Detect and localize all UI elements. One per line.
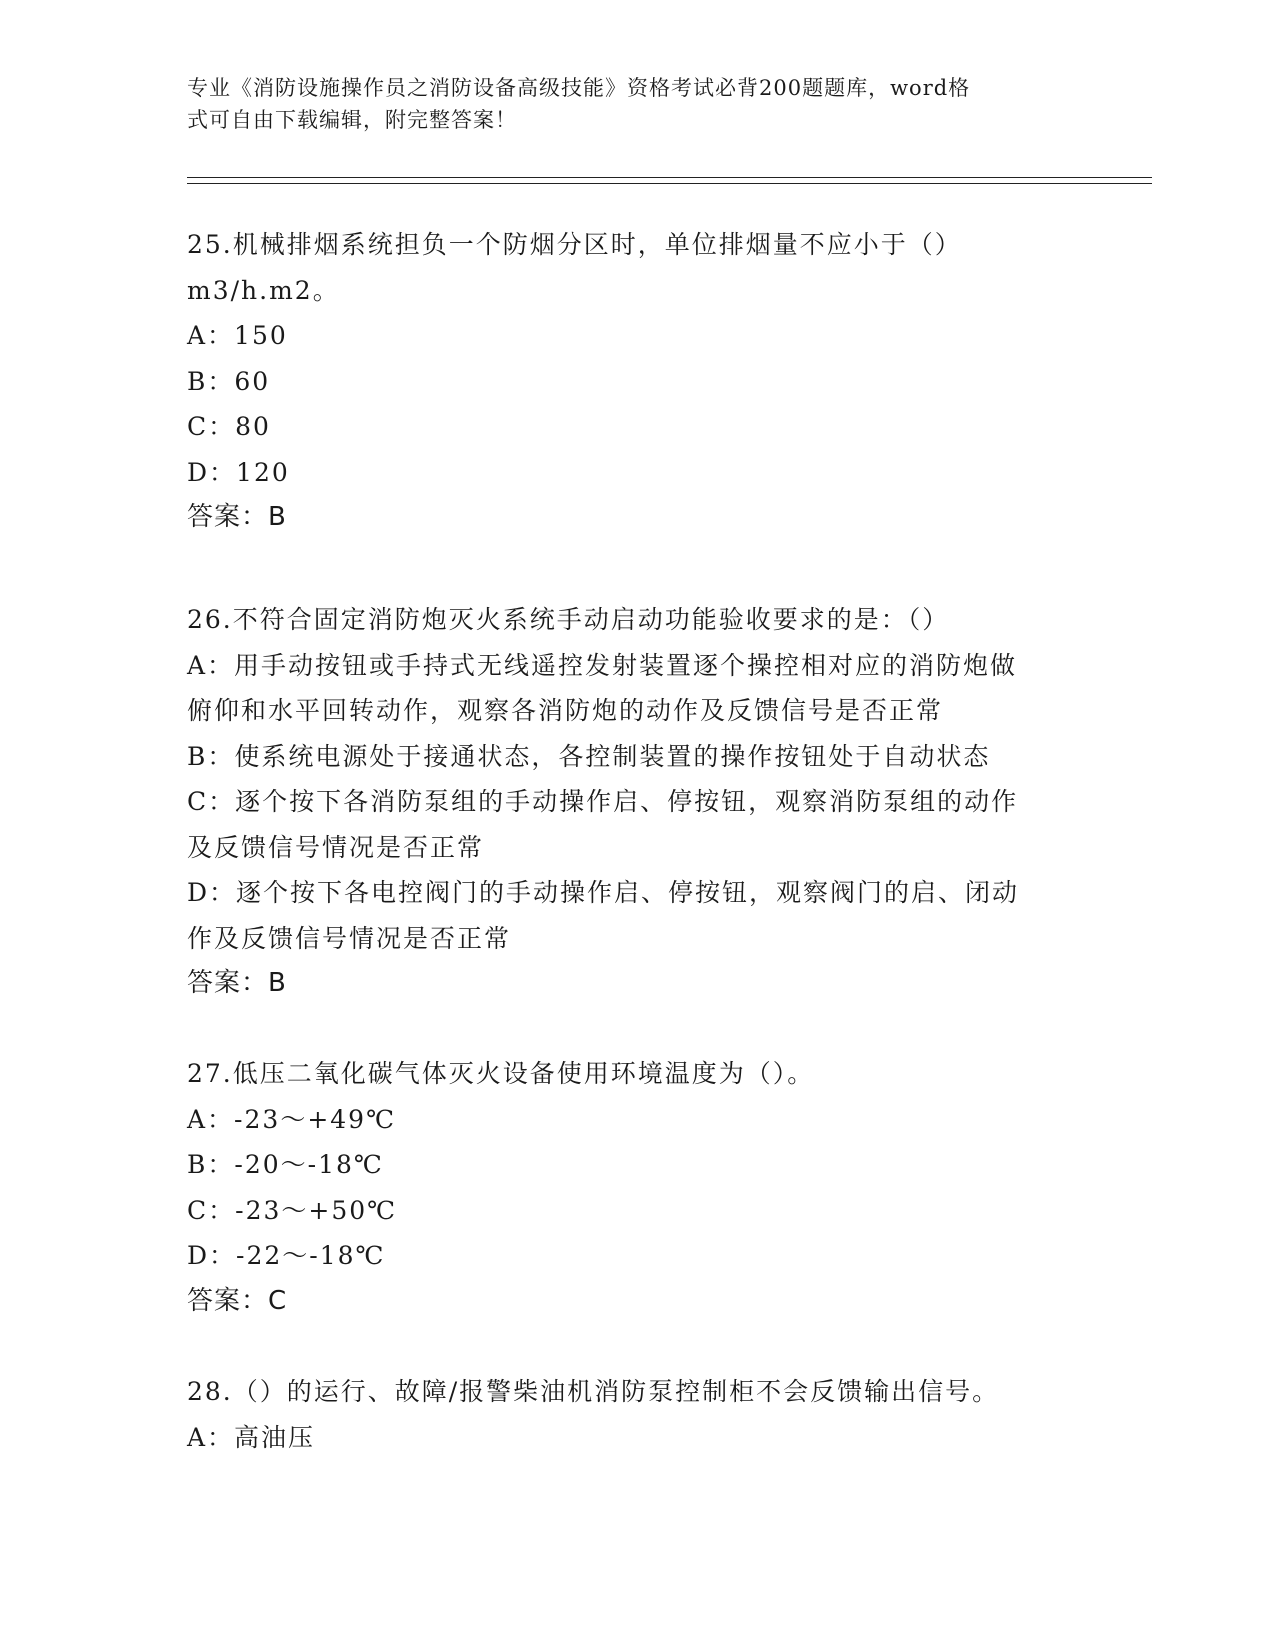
option-a: A：用手动按钮或手持式无线遥控发射装置逐个操控相对应的消防炮做 [187,650,1018,680]
question-27 [187,1051,1107,1324]
option-b: B：60 [187,366,271,396]
option-c: C：逐个按下各消防泵组的手动操作启、停按钮，观察消防泵组的动作 [187,787,1019,816]
option-d: D：逐个按下各电控阀门的手动操作启、停按钮，观察阀门的启、闭动 [187,878,1020,907]
option-a: A：150 [187,321,288,350]
question-stem: 27.低压二氧化碳气体灭火设备使用环境温度为（）。 [187,1059,815,1088]
option-c: C：-23～+50℃ [187,1195,398,1225]
question-28 [187,1369,1107,1460]
option-c: C：80 [187,412,271,441]
option-c-continued: 及反馈信号情况是否正常 [187,832,485,862]
question-26 [187,597,1107,1007]
header-line-2: 式可自由下载编辑，附完整答案！ [187,108,517,132]
header-divider-top [187,177,1152,178]
option-b: B：使系统电源处于接通状态，各控制装置的操作按钮处于自动状态 [187,741,991,771]
option-d: D：120 [187,457,290,487]
option-a: A：-23～+49℃ [187,1104,397,1134]
option-a: A：高油压 [187,1422,316,1452]
question-stem: 26.不符合固定消防炮灭火系统手动启动功能验收要求的是：（） [187,605,950,634]
option-d: D：-22～-18℃ [187,1241,386,1270]
option-a-continued: 俯仰和水平回转动作，观察各消防炮的动作及反馈信号是否正常 [187,696,944,725]
answer: 答案：C [187,1285,288,1316]
answer: 答案：B [187,968,287,998]
question-stem-continued: m3/h.m2。 [187,275,340,305]
question-25 [187,222,1107,541]
document-header [187,72,1057,136]
question-stem: 28.（）的运行、故障/报警柴油机消防泵控制柜不会反馈输出信号。 [187,1377,1000,1406]
answer: 答案：B [187,502,287,532]
question-stem: 25.机械排烟系统担负一个防烟分区时，单位排烟量不应小于（） [187,230,962,259]
header-line-1: 专业《消防设施操作员之消防设备高级技能》资格考试必背200题题库，word格 [187,76,971,100]
header-divider-bottom [187,183,1152,184]
option-b: B：-20～-18℃ [187,1150,384,1179]
option-d-continued: 作及反馈信号情况是否正常 [187,923,512,953]
